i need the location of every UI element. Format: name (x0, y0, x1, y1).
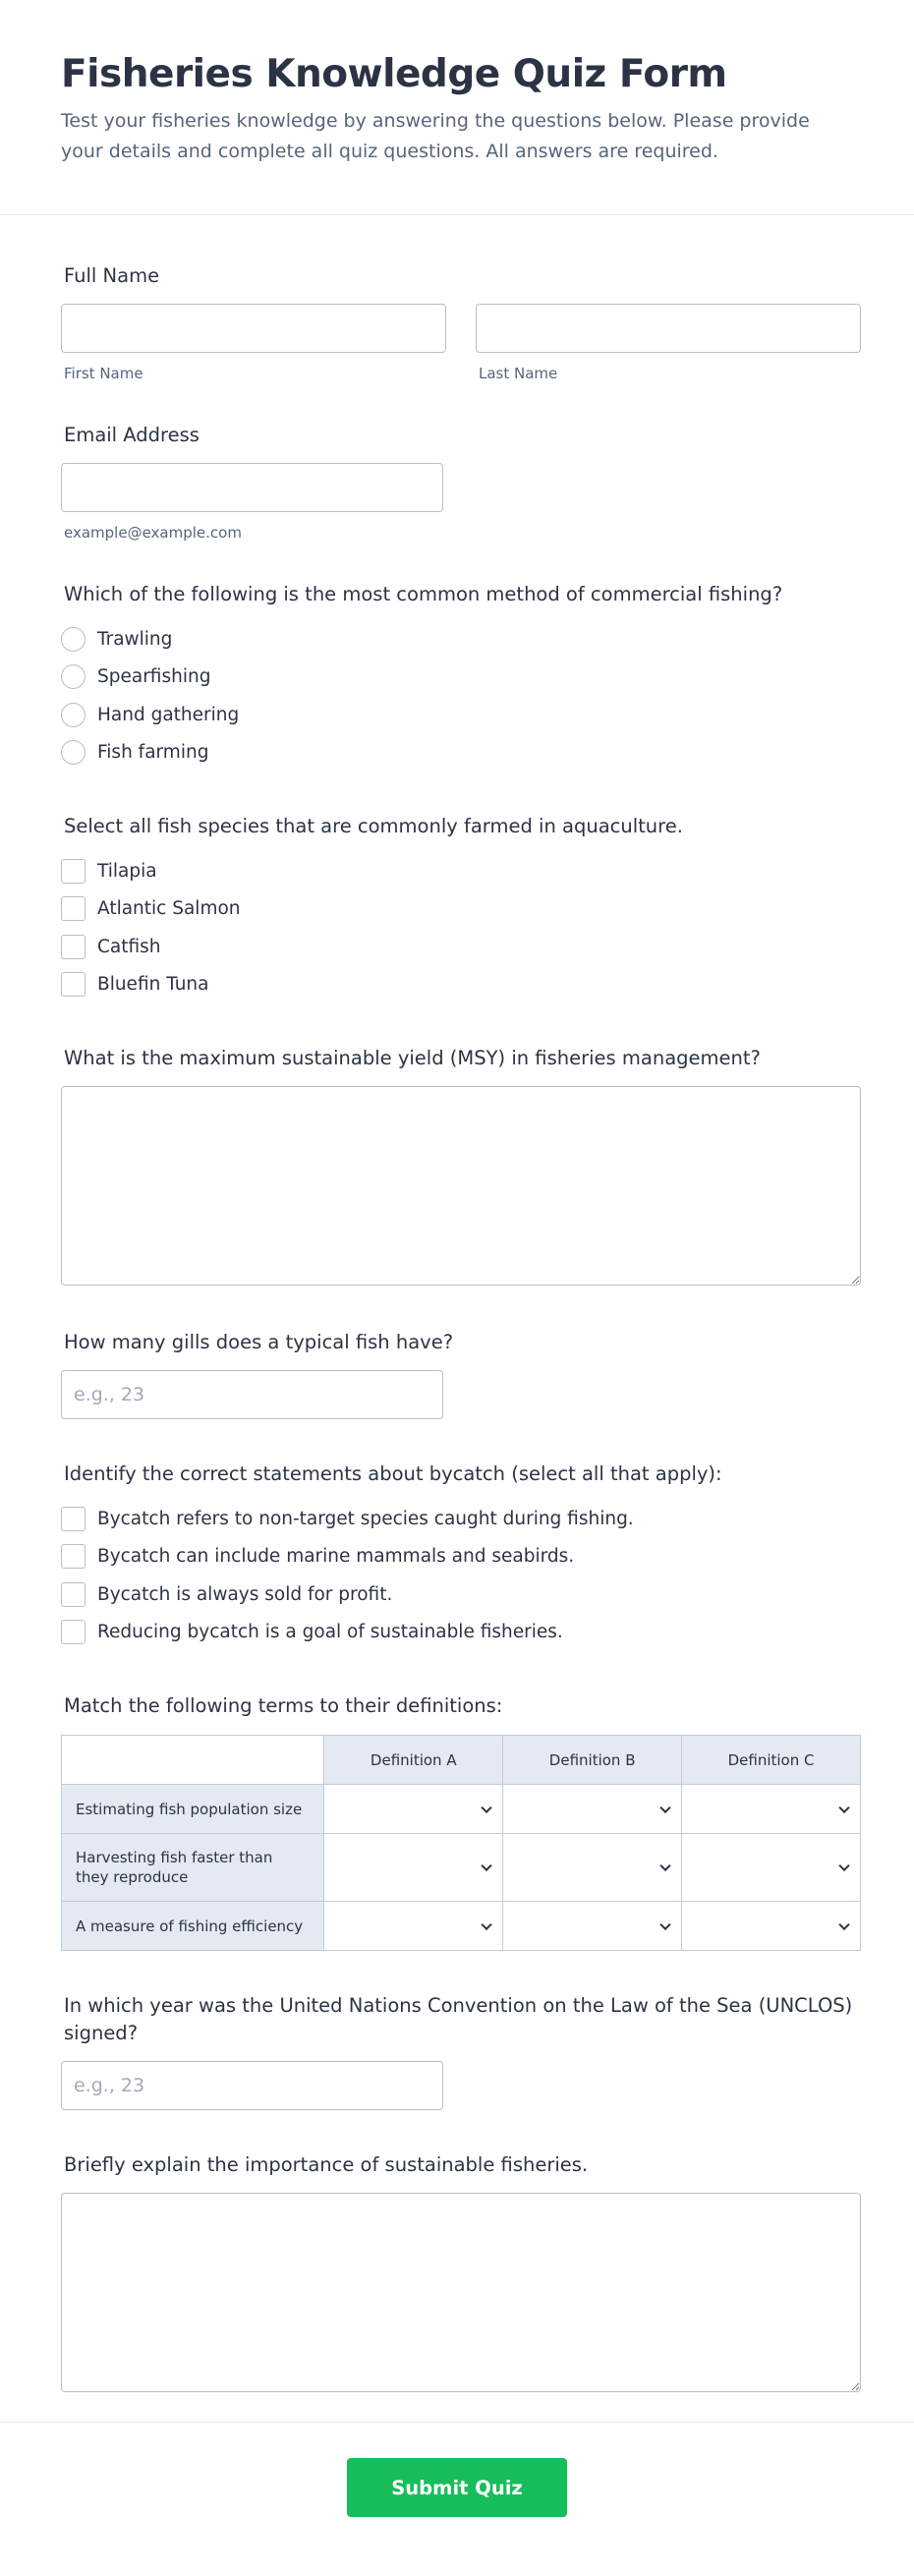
option-label: Atlantic Salmon (97, 898, 241, 920)
matrix-dropdown[interactable] (503, 1902, 682, 1951)
checkbox-option[interactable] (61, 1575, 861, 1614)
option-label: Spearfishing (97, 666, 211, 688)
email-input[interactable] (61, 463, 443, 512)
chevron-down-icon (482, 1860, 492, 1871)
checkbox[interactable] (61, 1582, 86, 1607)
matrix-dropdown[interactable] (503, 1834, 682, 1902)
chevron-down-icon (659, 1802, 670, 1812)
matrix-dropdown[interactable] (503, 1785, 682, 1834)
full-name-label: Full Name (64, 264, 160, 287)
radio-button[interactable] (61, 740, 86, 765)
form-footer (0, 2422, 914, 2556)
matrix-dropdown[interactable] (682, 1785, 861, 1834)
form-title: Fisheries Knowledge Quiz Form (61, 52, 727, 96)
matrix-dropdown[interactable] (324, 1834, 503, 1902)
checkbox-option[interactable] (61, 1614, 861, 1652)
form-header (0, 0, 914, 215)
checkbox-option[interactable] (61, 928, 861, 966)
option-label: Tilapia (97, 860, 157, 882)
form-description: Test your fisheries knowledge by answering the questions below. Please provide your details and complete all quiz questions. All answers are required. (61, 110, 810, 162)
matrix-column-header: Definition B (503, 1736, 682, 1785)
question-label: Briefly explain the importance of sustainable fisheries. (64, 2153, 589, 2176)
unclos-year-input[interactable] (61, 2061, 443, 2110)
checkbox-option[interactable] (61, 966, 861, 1004)
radio-option[interactable] (61, 696, 861, 734)
matrix-corner (62, 1736, 324, 1785)
radio-button[interactable] (61, 627, 86, 652)
radio-option[interactable] (61, 620, 861, 658)
radio-option[interactable] (61, 734, 861, 773)
matrix-column-header: Definition A (324, 1736, 503, 1785)
option-label: Catfish (97, 936, 161, 957)
matrix-row-label: Harvesting fish faster than they reproduce (62, 1834, 324, 1902)
checkbox[interactable] (61, 1620, 86, 1644)
full-name-field (61, 215, 861, 382)
radio-button[interactable] (61, 664, 86, 689)
question-bycatch (61, 1419, 861, 1651)
checkbox-option[interactable] (61, 890, 861, 929)
matrix-row-label: A measure of fishing efficiency (62, 1902, 324, 1951)
chevron-down-icon (838, 1802, 849, 1812)
question-label: Match the following terms to their definitions: (64, 1694, 503, 1717)
question-label: How many gills does a typical fish have? (64, 1331, 454, 1353)
question-unclos-year (61, 1951, 861, 2110)
option-label: Reducing bycatch is a goal of sustainable fisheries. (97, 1622, 563, 1643)
question-explain-sustainability (61, 2110, 861, 2392)
matrix-dropdown[interactable] (682, 1902, 861, 1951)
matrix-dropdown[interactable] (324, 1902, 503, 1951)
email-label: Email Address (64, 424, 200, 446)
matching-matrix (61, 1735, 861, 1951)
email-sublabel: example@example.com (64, 524, 242, 542)
matrix-column-header: Definition C (682, 1736, 861, 1785)
option-label: Bycatch can include marine mammals and seabirds. (97, 1546, 575, 1568)
question-label: Identify the correct statements about bycatch (select all that apply): (64, 1462, 722, 1485)
gills-number-input[interactable] (61, 1370, 443, 1419)
radio-button[interactable] (61, 703, 86, 727)
first-name-sublabel: First Name (64, 365, 143, 382)
chevron-down-icon (838, 1918, 849, 1929)
question-match-terms (61, 1651, 861, 1951)
option-label: Bluefin Tuna (97, 974, 209, 996)
radio-option[interactable] (61, 658, 861, 697)
matrix-row-label: Estimating fish population size (62, 1785, 324, 1834)
submit-quiz-button[interactable]: Submit Quiz (347, 2458, 567, 2517)
chevron-down-icon (659, 1918, 670, 1929)
checkbox[interactable] (61, 859, 86, 884)
chevron-down-icon (838, 1860, 849, 1871)
question-msy (61, 1003, 861, 1286)
option-label: Hand gathering (97, 704, 240, 725)
chevron-down-icon (482, 1918, 492, 1929)
quiz-form (0, 215, 914, 2392)
question-label: Select all fish species that are commonly farmed in aquaculture. (64, 815, 683, 837)
last-name-input[interactable] (476, 304, 861, 353)
checkbox-option[interactable] (61, 1538, 861, 1576)
checkbox[interactable] (61, 896, 86, 921)
last-name-sublabel: Last Name (479, 365, 558, 382)
question-label: What is the maximum sustainable yield (MSY) in fisheries management? (64, 1047, 761, 1069)
matrix-dropdown[interactable] (682, 1834, 861, 1902)
checkbox[interactable] (61, 935, 86, 959)
option-label: Bycatch refers to non-target species caught during fishing. (97, 1508, 634, 1529)
option-label: Fish farming (97, 742, 209, 764)
matrix-dropdown[interactable] (324, 1785, 503, 1834)
sustainability-answer-textarea[interactable] (61, 2193, 861, 2392)
question-fishing-method (61, 542, 861, 772)
question-label: Which of the following is the most common method of commercial fishing? (64, 583, 783, 605)
checkbox[interactable] (61, 1544, 86, 1569)
question-farmed-species (61, 772, 861, 1003)
chevron-down-icon (482, 1802, 492, 1812)
email-field (61, 382, 861, 542)
checkbox-option[interactable] (61, 1500, 861, 1538)
checkbox-option[interactable] (61, 852, 861, 890)
chevron-down-icon (659, 1860, 670, 1871)
question-label: In which year was the United Nations Convention on the Law of the Sea (UNCLOS) signed? (64, 1994, 853, 2044)
checkbox[interactable] (61, 972, 86, 997)
option-label: Trawling (97, 628, 173, 650)
checkbox[interactable] (61, 1507, 86, 1531)
question-gills (61, 1286, 861, 1419)
option-label: Bycatch is always sold for profit. (97, 1583, 393, 1605)
msy-answer-textarea[interactable] (61, 1086, 861, 1286)
first-name-input[interactable] (61, 304, 446, 353)
